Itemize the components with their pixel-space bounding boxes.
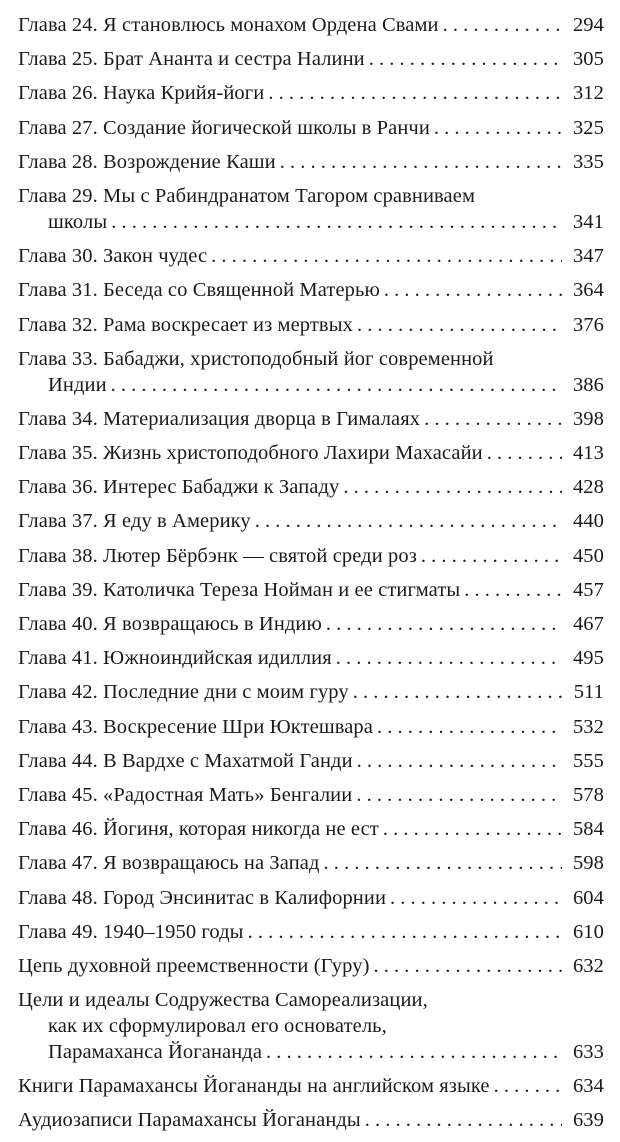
toc-entry-title-line (18, 474, 604, 500)
toc-entry (18, 1107, 604, 1133)
toc-entry-page-number: 634 (572, 1075, 604, 1098)
toc-entry-title: Глава 29. Мы с Рабиндранатом Тагором сравниваем (18, 184, 476, 207)
dot-leader (326, 611, 562, 637)
toc-entry-title-line (18, 115, 604, 141)
dot-leader (356, 782, 562, 808)
toc-entry-page-number: 584 (572, 818, 604, 841)
toc-entry-title: Глава 41. Южноиндийская идиллия (18, 647, 332, 670)
toc-entry-page-number: 467 (572, 613, 604, 635)
toc-entry-title: Глава 47. Я возвращаюсь на Запад (18, 852, 320, 875)
toc-entry-title-line (18, 816, 604, 842)
toc-entry-page-number: 312 (572, 82, 604, 105)
toc-entry-page-number: 532 (572, 715, 604, 738)
toc-entry-title-line (18, 406, 604, 432)
toc-entry-title: Аудиозаписи Парамахансы Йогананды (18, 1109, 361, 1132)
toc-entry-title-line (18, 645, 604, 671)
toc-entry-title-line (18, 277, 604, 303)
dot-leader (268, 80, 562, 106)
toc-entry-title: Глава 44. В Вардхе с Махатмой Ганди (18, 749, 353, 772)
toc-entry-title: Глава 34. Материализация дворца в Гималаях (18, 407, 421, 430)
toc-entry-page-number: 440 (572, 510, 604, 533)
dot-leader (383, 816, 562, 842)
toc-entry-title: Глава 45. «Радостная Мать» Бенгалии (18, 783, 353, 806)
dot-leader (384, 277, 562, 303)
dot-leader (280, 149, 562, 175)
toc-entry (18, 953, 604, 979)
toc-entry-title-line (18, 953, 604, 979)
dot-leader (434, 115, 562, 141)
toc-entry (18, 12, 604, 38)
toc-entry-title: Глава 25. Брат Ананта и сестра Налини (18, 48, 365, 71)
toc-entry-title: как их сформулировал его основатель, (48, 1015, 387, 1038)
toc-entry (18, 850, 604, 876)
toc-entry-continuation-line (18, 209, 604, 235)
dot-leader (357, 312, 562, 338)
toc-entry-title: Цепь духовной преемственности (Гуру) (18, 954, 370, 977)
toc-entry-title: Глава 35. Жизнь христоподобного Лахири Махасайи (18, 442, 483, 465)
toc-entry (18, 46, 604, 72)
toc-entry (18, 80, 604, 106)
toc-entry-title: Глава 39. Католичка Тереза Нойман и ее стигматы (18, 578, 461, 601)
toc-entry-page-number: 457 (572, 578, 604, 601)
dot-leader (390, 885, 562, 911)
toc-entry-title: Глава 32. Рама воскресает из мертвых (18, 313, 353, 336)
toc-entry-page-number: 511 (573, 681, 604, 704)
toc-entry-title: Глава 37. Я еду в Америку (18, 510, 251, 533)
toc-entry (18, 748, 604, 774)
dot-leader (377, 714, 562, 740)
toc-entry-page-number: 364 (572, 279, 604, 302)
toc-entry-title: Глава 33. Бабаджи, христоподобный йог современной (18, 347, 494, 370)
dot-leader (369, 46, 562, 72)
dot-leader (374, 953, 562, 979)
toc-entry-continuation-line (18, 372, 604, 398)
toc-entry (18, 679, 604, 705)
toc-entry (18, 243, 604, 269)
toc-entry (18, 919, 604, 945)
dot-leader (343, 474, 562, 500)
toc-entry-continuation-line (18, 1039, 604, 1065)
toc-entry-title-line (18, 611, 604, 637)
toc-entry-page-number: 386 (572, 373, 604, 396)
toc-entry (18, 577, 604, 603)
toc-entry-page-number: 305 (572, 48, 604, 71)
toc-entry-page-number: 376 (572, 313, 604, 336)
toc-entry-page-number: 347 (572, 245, 604, 268)
dot-leader (421, 543, 562, 569)
toc-entry-title: Цели и идеалы Содружества Самореализации, (18, 989, 428, 1012)
table-of-contents (18, 12, 604, 1142)
dot-leader (266, 1039, 562, 1065)
toc-entry (18, 782, 604, 808)
toc-entry-title: Глава 30. Закон чудес (18, 245, 208, 268)
toc-entry-title-line (18, 508, 604, 534)
toc-entry (18, 645, 604, 671)
toc-entry (18, 346, 604, 398)
toc-entry-title: Глава 28. Возрождение Каши (18, 150, 276, 173)
toc-entry-page-number: 335 (572, 150, 604, 173)
toc-entry (18, 816, 604, 842)
toc-entry-title-line (18, 679, 604, 705)
toc-entry-title: Индии (48, 373, 107, 396)
toc-entry (18, 611, 604, 637)
toc-entry-title-line (18, 80, 604, 106)
dot-leader (111, 209, 562, 235)
toc-entry (18, 543, 604, 569)
toc-entry (18, 987, 604, 1065)
toc-entry (18, 440, 604, 466)
toc-entry-title: Глава 36. Интерес Бабаджи к Западу (18, 476, 340, 499)
toc-entry-page-number: 495 (572, 647, 604, 670)
dot-leader (365, 1107, 562, 1133)
toc-entry-title-line (18, 577, 604, 603)
toc-entry-title-line (18, 1107, 604, 1133)
toc-entry-page-number: 294 (572, 14, 604, 36)
dot-leader (464, 577, 562, 603)
toc-entry (18, 183, 604, 235)
toc-entry (18, 714, 604, 740)
toc-entry (18, 508, 604, 534)
dot-leader (424, 406, 562, 432)
dot-leader (443, 12, 562, 38)
toc-entry-page-number: 598 (572, 852, 604, 875)
toc-entry-title: Глава 31. Беседа со Священной Матерью (18, 279, 380, 302)
dot-leader (494, 1073, 562, 1099)
toc-entry-title: Парамаханса Йогананда (48, 1041, 263, 1064)
dot-leader (248, 919, 562, 945)
toc-entry-title: школы (48, 210, 108, 233)
toc-entry-title: Глава 46. Йогиня, которая никогда не ест (18, 818, 379, 841)
toc-entry-page-number: 604 (572, 886, 604, 909)
toc-entry-title-line (18, 312, 604, 338)
toc-entry-title-line (18, 149, 604, 175)
toc-entry-page-number: 325 (572, 116, 604, 139)
toc-entry-title: Глава 27. Создание йогической школы в Ранчи (18, 116, 430, 139)
toc-entry-title-line (18, 440, 604, 466)
toc-entry-title: Глава 38. Лютер Бёрбэнк — святой среди роз (18, 544, 417, 567)
toc-entry-title-line (18, 346, 604, 372)
toc-entry-title: Глава 48. Город Энсинитас в Калифорнии (18, 886, 387, 909)
toc-entry-page-number: 398 (572, 407, 604, 430)
toc-entry-title-line (18, 1073, 604, 1099)
toc-entry-title-line (18, 919, 604, 945)
toc-entry-page-number: 632 (572, 954, 604, 977)
toc-entry (18, 115, 604, 141)
toc-entry (18, 406, 604, 432)
toc-entry-continuation-line (18, 1013, 604, 1039)
dot-leader (111, 372, 562, 398)
toc-entry-page-number: 633 (572, 1041, 604, 1064)
dot-leader (357, 748, 562, 774)
dot-leader (336, 645, 562, 671)
toc-entry-page-number: 413 (572, 442, 604, 465)
toc-entry-title-line (18, 183, 604, 209)
toc-entry-title: Глава 24. Я становлюсь монахом Ордена Свами (18, 14, 439, 36)
toc-entry (18, 885, 604, 911)
toc-entry-title-line (18, 243, 604, 269)
toc-entry-title: Глава 40. Я возвращаюсь в Индию (18, 613, 322, 635)
dot-leader (255, 508, 562, 534)
toc-entry-title-line (18, 12, 604, 38)
toc-entry-page-number: 610 (572, 920, 604, 943)
toc-entry-title: Глава 42. Последние дни с моим гуру (18, 681, 349, 704)
toc-entry (18, 1073, 604, 1099)
toc-entry-title-line (18, 987, 604, 1013)
toc-entry-title-line (18, 748, 604, 774)
toc-entry-title-line (18, 543, 604, 569)
toc-entry-title-line (18, 714, 604, 740)
toc-entry-page-number: 578 (572, 783, 604, 806)
toc-entry-page-number: 639 (572, 1109, 604, 1132)
toc-entry-title-line (18, 46, 604, 72)
toc-entry-title: Глава 49. 1940–1950 годы (18, 920, 244, 943)
toc-entry-page-number: 555 (572, 749, 604, 772)
dot-leader (324, 850, 562, 876)
toc-entry (18, 277, 604, 303)
toc-entry (18, 474, 604, 500)
toc-entry-title: Глава 26. Наука Крийя-йоги (18, 82, 265, 105)
dot-leader (353, 679, 562, 705)
toc-entry-title: Глава 43. Воскресение Шри Юктешвара (18, 715, 373, 738)
toc-entry-title-line (18, 885, 604, 911)
toc-entry (18, 149, 604, 175)
toc-entry-page-number: 450 (572, 544, 604, 567)
toc-entry-page-number: 428 (572, 476, 604, 499)
toc-entry-title-line (18, 850, 604, 876)
dot-leader (487, 440, 562, 466)
toc-entry-title-line (18, 782, 604, 808)
toc-entry (18, 312, 604, 338)
dot-leader (211, 243, 562, 269)
toc-entry-title: Книги Парамахансы Йогананды на английском языке (18, 1075, 490, 1098)
toc-entry-page-number: 341 (572, 210, 604, 233)
